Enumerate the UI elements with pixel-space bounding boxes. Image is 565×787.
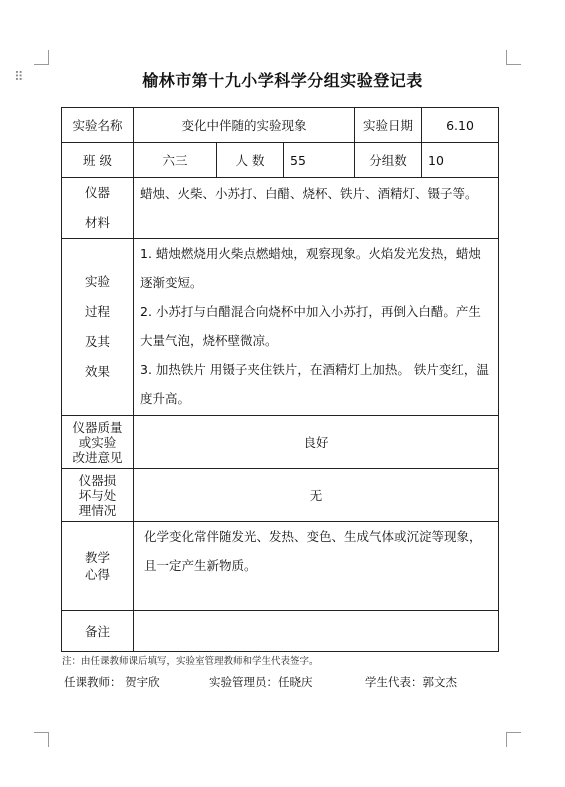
student-rep-signature: 学生代表：郭文杰 xyxy=(365,675,457,689)
document-title: 榆林市第十九小学科学分组实验登记表 xyxy=(142,71,423,90)
experiment-date-label: 实验日期 xyxy=(355,108,422,143)
process-value[interactable] xyxy=(134,239,499,416)
damage-label-line: 仪器损 xyxy=(78,472,117,488)
table-row xyxy=(62,416,499,469)
materials-label-line: 材料 xyxy=(84,215,110,230)
quality-label-line: 改进意见 xyxy=(72,449,123,465)
materials-value[interactable]: 蜡烛、火柴、小苏打、白醋、烧杯、铁片、酒精灯、镊子等。 xyxy=(134,178,499,239)
table-row xyxy=(62,108,499,143)
teacher-signature: 任课教师： 贺宇欣 xyxy=(64,675,160,689)
table-drag-handle-icon[interactable]: ⠿ xyxy=(14,70,22,85)
process-step: 2. 小苏打与白醋混合向烧杯中加入小苏打，再倒入白醋。产生大量气泡，烧杯壁微凉。 xyxy=(140,304,481,348)
table-row xyxy=(62,143,499,178)
quality-label-line: 或实验 xyxy=(78,434,117,450)
page-corner-mark xyxy=(506,50,521,65)
table-row xyxy=(62,522,499,611)
materials-label xyxy=(62,178,134,239)
table-row xyxy=(62,178,499,239)
reflection-value[interactable]: 化学变化常伴随发光、发热、变色、生成气体或沉淀等现象，且一定产生新物质。 xyxy=(134,522,499,611)
process-step: 1. 蜡烛燃烧用火柴点燃蜡烛，观察现象。火焰发光发热，蜡烛逐渐变短。 xyxy=(140,246,481,290)
damage-label-line: 理情况 xyxy=(78,502,117,518)
materials-label-line: 仪器 xyxy=(84,185,110,200)
table-row xyxy=(62,611,499,652)
reflection-label-line: 心得 xyxy=(84,567,110,582)
reflection-label xyxy=(62,522,134,611)
footer-note: 注：由任课教师课后填写，实验室管理教师和学生代表签字。 xyxy=(62,656,319,667)
process-step: 3. 加热铁片 用镊子夹住铁片，在酒精灯上加热。 铁片变红，温度升高。 xyxy=(140,362,489,406)
process-label-line: 及其 xyxy=(84,334,110,349)
process-label xyxy=(62,239,134,416)
reflection-label-line: 教学 xyxy=(84,550,110,565)
group-count-label: 分组数 xyxy=(355,143,422,178)
remarks-value[interactable] xyxy=(134,611,499,652)
group-count-value[interactable]: 10 xyxy=(422,143,499,178)
quality-value[interactable]: 良好 xyxy=(134,416,499,469)
damage-label-line: 坏与处 xyxy=(78,487,117,503)
page-corner-mark xyxy=(34,50,49,65)
process-label-line: 过程 xyxy=(84,304,110,319)
experiment-name-value[interactable]: 变化中伴随的实验现象 xyxy=(134,108,355,143)
page-corner-mark xyxy=(34,732,49,747)
damage-label xyxy=(62,469,134,522)
class-label: 班 级 xyxy=(62,143,134,178)
process-label-line: 实验 xyxy=(84,274,110,289)
experiment-name-label: 实验名称 xyxy=(62,108,134,143)
lab-manager-signature: 实验管理员：任晓庆 xyxy=(209,675,313,689)
experiment-date-value[interactable]: 6.10 xyxy=(422,108,499,143)
remarks-label: 备注 xyxy=(62,611,134,652)
damage-value[interactable]: 无 xyxy=(134,469,499,522)
people-count-value[interactable]: 55 xyxy=(284,143,355,178)
page-corner-mark xyxy=(506,732,521,747)
table-row xyxy=(62,239,499,416)
table-row xyxy=(62,469,499,522)
quality-label xyxy=(62,416,134,469)
people-count-label: 人 数 xyxy=(217,143,284,178)
process-label-line: 效果 xyxy=(84,364,110,379)
quality-label-line: 仪器质量 xyxy=(72,419,123,435)
registration-table xyxy=(61,107,499,652)
class-value[interactable]: 六三 xyxy=(134,143,217,178)
